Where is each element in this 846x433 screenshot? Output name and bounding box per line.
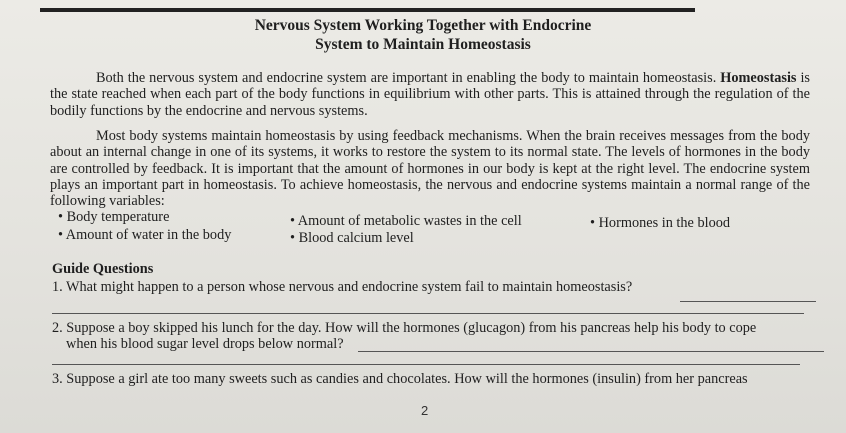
title-line-2: System to Maintain Homeostasis (315, 36, 531, 53)
paragraph-1 (50, 70, 810, 119)
variable-item: • Amount of water in the body (58, 227, 232, 243)
page-title (0, 16, 846, 54)
question-3: 3. Suppose a girl ate too many sweets such as candies and chocolates. How will the hormones (insulin) from her pancreas (52, 371, 748, 387)
paragraph-1-lead: Both the nervous system and endocrine system are important in enabling the body to maintain homeostasis. (96, 70, 717, 86)
guide-questions-heading: Guide Questions (52, 261, 154, 277)
variable-item: • Hormones in the blood (590, 215, 731, 231)
answer-line (52, 364, 800, 365)
top-rule (40, 8, 695, 12)
paragraph-2 (50, 128, 810, 209)
variable-item: • Amount of metabolic wastes in the cell (290, 213, 522, 229)
homeostasis-term: Homeostasis (720, 70, 797, 86)
title-line-1: Nervous System Working Together with Endocrine (254, 17, 592, 34)
paragraph-2-text: Most body systems maintain homeostasis by using feedback mechanisms. When the brain receives messages from the body about an internal change in one of its systems, it works to restore the system to its normal state. The levels of hormones in the body are controlled by feedback. It is important that the amount of hormones in our body is kept at the right level. The endocrine system plays an important part in homeostasis. To achieve homeostasis, the nervous and endocrine systems maintain a normal range of the following variables: (50, 128, 810, 210)
question-2-line-1: 2. Suppose a boy skipped his lunch for the day. How will the hormones (glucagon) from his pancreas help his body to cope (52, 320, 757, 336)
page-number: 2 (421, 403, 429, 418)
answer-line (680, 301, 816, 302)
paragraph-1-rest: is the state reached when each part of the body functions in equilibrium with other parts. This is attained through the regulation of the bodily functions by the endocrine and nervous systems. (50, 70, 810, 119)
variable-item: • Blood calcium level (290, 230, 414, 246)
answer-line (358, 351, 824, 352)
question-2-line-2: when his blood sugar level drops below normal? (66, 336, 344, 352)
question-1: 1. What might happen to a person whose nervous and endocrine system fail to maintain homeostasis? (52, 279, 633, 295)
answer-line (52, 313, 804, 314)
variable-item: • Body temperature (58, 209, 170, 225)
